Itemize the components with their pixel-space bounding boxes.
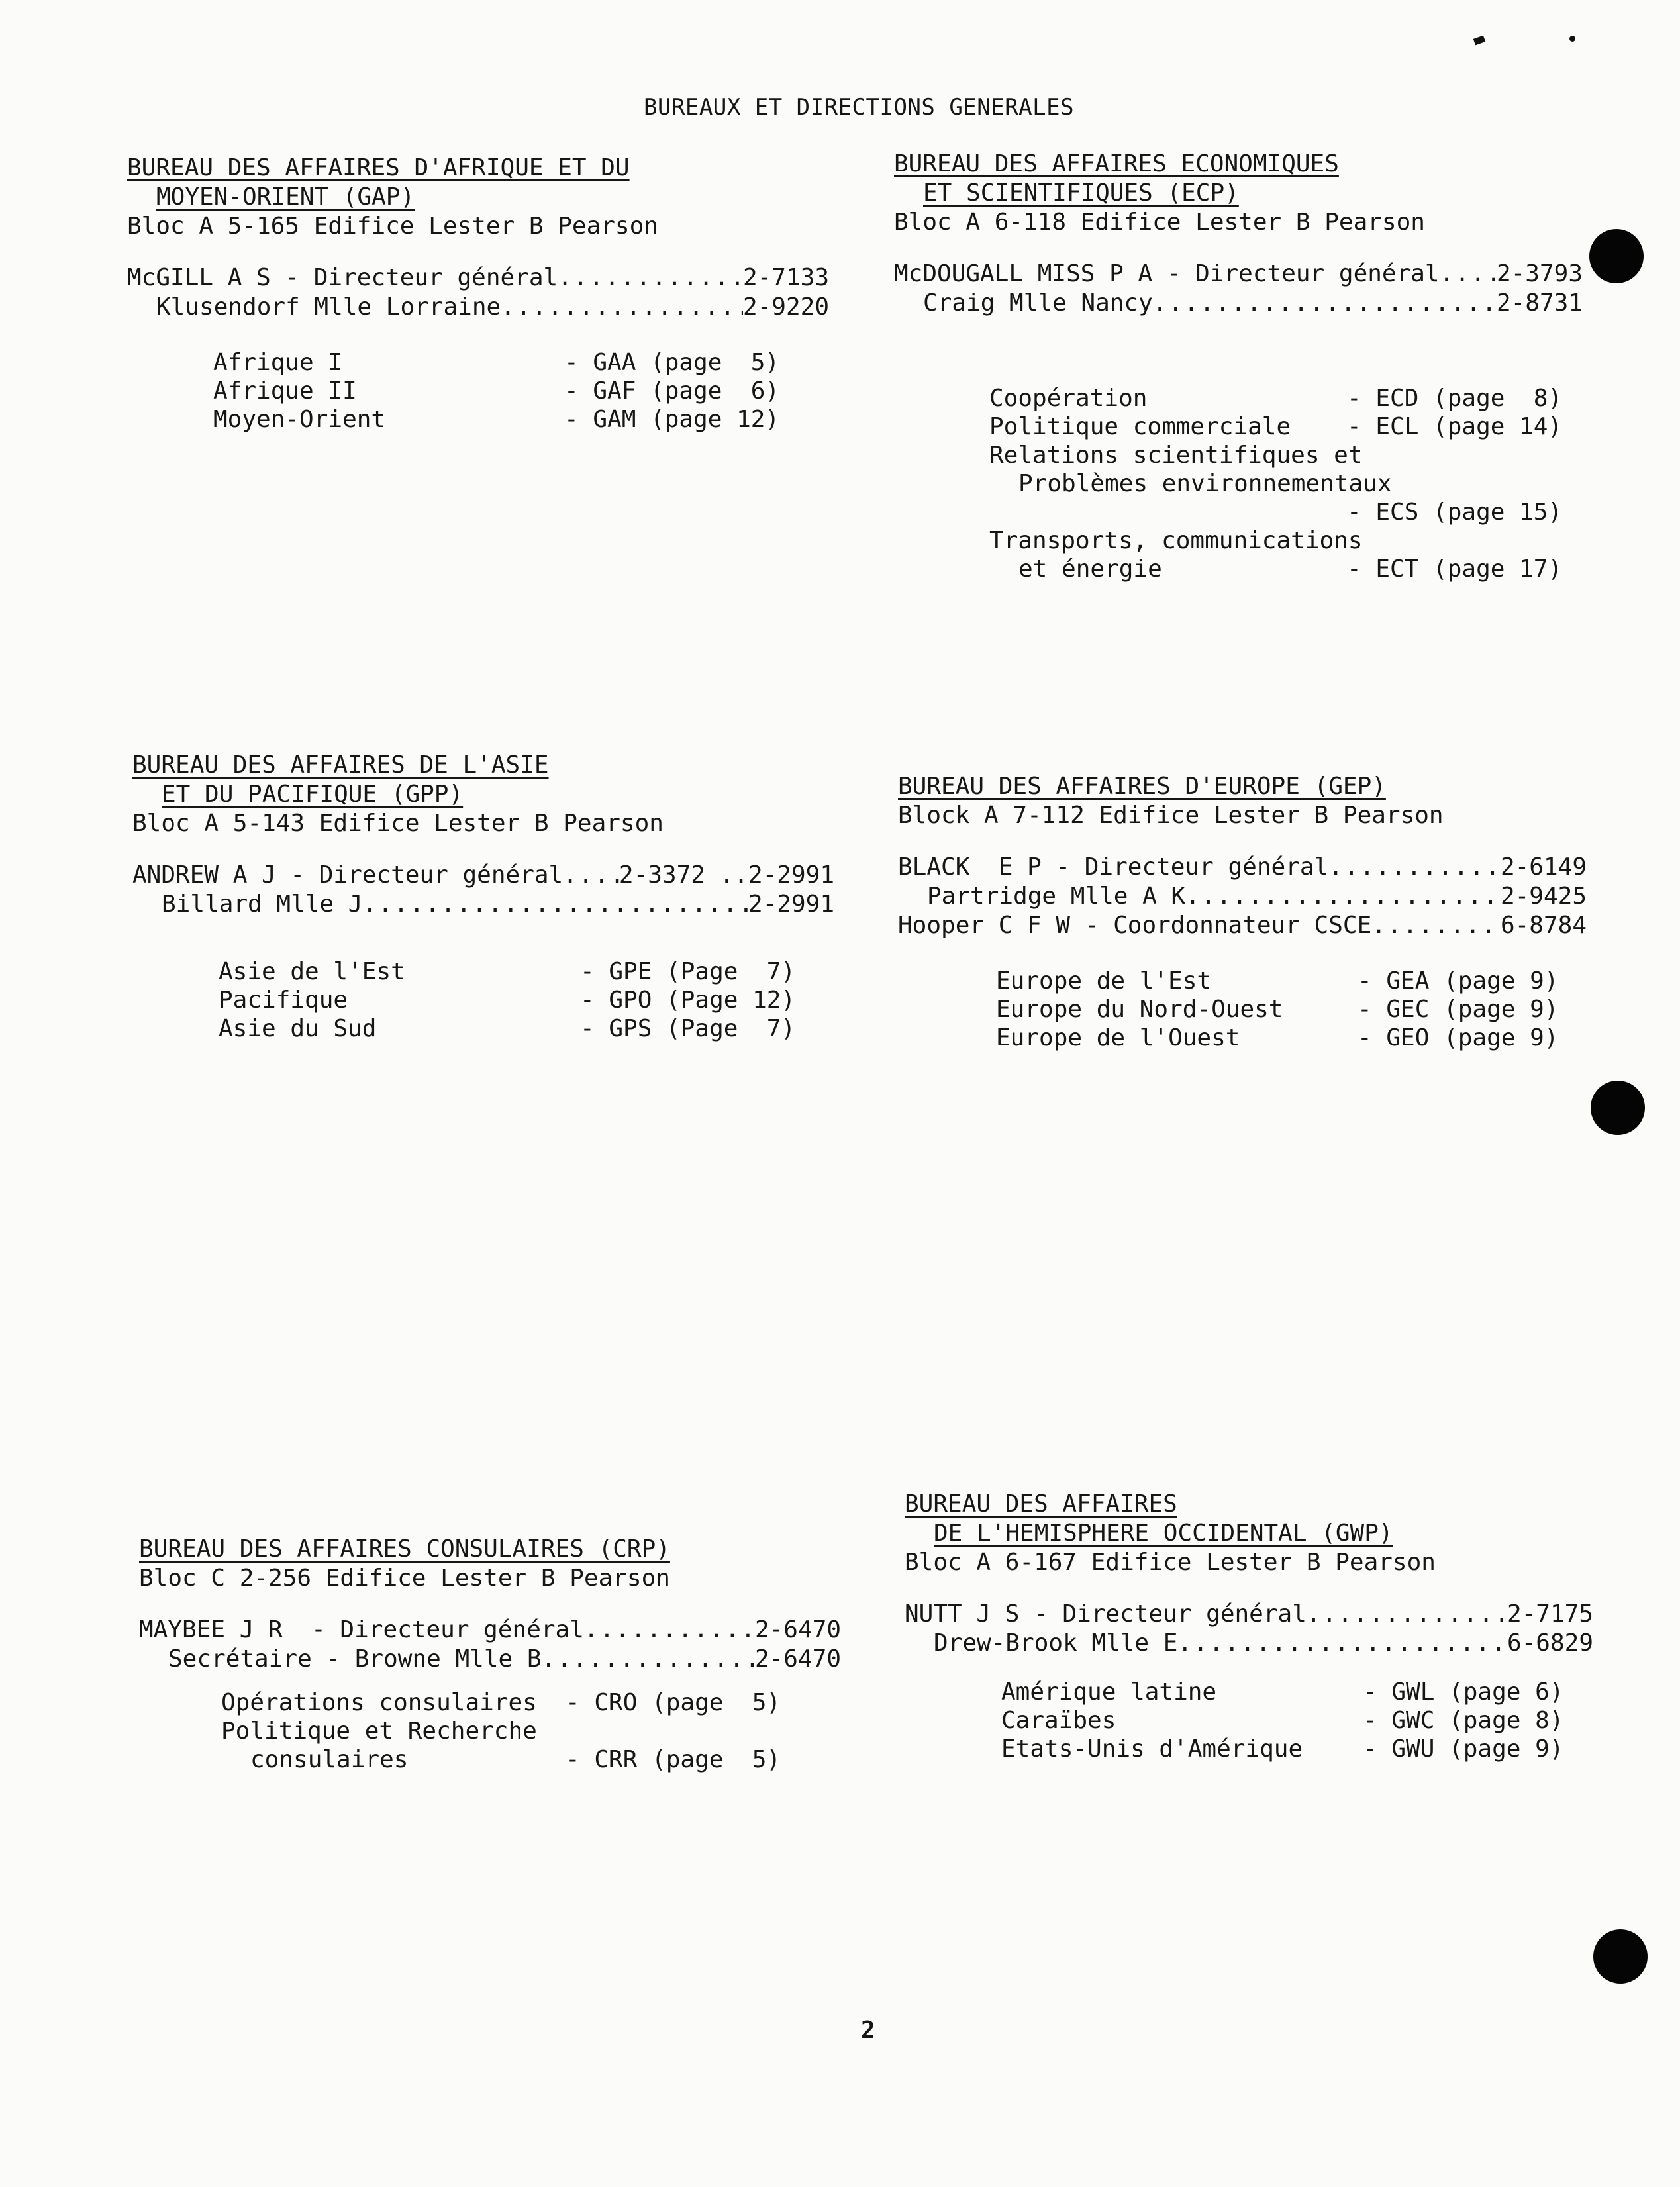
division-name: Afrique I [213,349,343,376]
division-name: Opérations consulaires [221,1689,537,1716]
division-entry [221,1745,841,1774]
division-code: - CRR (page 5) [566,1746,781,1773]
phone-extension: 2-3372 ..2-2991 [618,861,834,889]
bureau-title-line2: ET SCIENTIFIQUES (ECP) [923,179,1239,207]
bureau-gwp [905,1490,1593,1763]
staff-name: Craig Mlle Nancy [923,289,1153,316]
division-name: Caraïbes [1001,1707,1116,1734]
assistant-entry [898,882,1587,911]
director-entry [139,1616,841,1645]
staff-list [139,1616,841,1674]
scan-speck [1473,36,1485,46]
division-entry [1001,1678,1593,1706]
division-name: Relations scientifiques et [989,442,1363,469]
division-entry [989,498,1583,526]
staff-name: Billard Mlle J [162,891,363,918]
staff-name: ANDREW A J - Directeur général [132,861,564,889]
division-list [898,967,1587,1052]
division-name: Moyen-Orient [213,406,386,433]
division-code: - GAA (page 5) [564,349,780,376]
bureau-title-line2: DE L'HEMISPHERE OCCIDENTAL (GWP) [934,1520,1393,1547]
assistant-entry [132,890,834,919]
phone-extension: 2-9425 [1500,883,1587,910]
division-name: Europe du Nord-Ouest [996,996,1283,1023]
division-entry [213,348,829,377]
phone-extension: 2-8731 [1496,289,1583,316]
division-code: - GEA (page 9) [1358,967,1559,995]
staff-name: BLACK E P - Directeur général [898,853,1329,881]
division-name: Coopération [989,385,1148,412]
bureau-title [127,154,829,212]
bureau-title-line1: BUREAU DES AFFAIRES D'EUROPE (GEP) [898,773,1386,800]
bureau-title-line1: BUREAU DES AFFAIRES DE L'ASIE [132,752,549,779]
phone-extension: 2-3793 [1496,260,1583,287]
staff-name: McDOUGALL MISS P A - Directeur général [894,260,1440,287]
division-entry [219,957,834,986]
division-name: Afrique II [213,377,357,405]
division-entry [219,1014,834,1043]
division-code: - GAF (page 6) [564,377,780,405]
dot-leader [1153,289,1497,318]
dot-leader [1328,853,1501,882]
division-entry [989,555,1583,583]
phone-extension: 2-6149 [1500,853,1587,881]
division-entry [996,1024,1587,1052]
bureau-gap [127,154,829,434]
bureau-gep [898,772,1587,1052]
bureau-location: Bloc A 5-143 Edifice Lester B Pearson [132,810,664,837]
phone-extension: 2-6470 [754,1645,841,1673]
page-number: 2 [861,2017,875,2044]
dot-leader [362,890,748,919]
punch-hole [1589,229,1644,283]
director-entry [898,853,1587,882]
dot-leader [501,293,743,322]
division-entry [221,1688,841,1717]
bureau-ecp [894,150,1583,583]
division-entry [989,469,1583,498]
division-name: Etats-Unis d'Amérique [1001,1735,1303,1763]
division-code: - CRO (page 5) [566,1689,781,1716]
staff-name: Drew-Brook Mlle E [934,1629,1178,1657]
phone-extension: 2-7133 [742,264,829,291]
phone-extension: 2-6470 [754,1616,841,1643]
division-entry [989,526,1583,555]
scan-speck [1569,36,1575,42]
dot-leader [1307,1600,1507,1629]
bureau-location: Bloc A 6-167 Edifice Lester B Pearson [905,1549,1436,1576]
bureau-title [132,751,834,809]
bureau-title-line1: BUREAU DES AFFAIRES CONSULAIRES (CRP) [139,1535,670,1563]
division-entry [1001,1735,1593,1763]
dot-leader [542,1645,755,1674]
bureau-title [905,1490,1593,1548]
division-code: - ECS (page 15) [1347,499,1563,526]
division-entry [219,986,834,1014]
assistant-entry [894,289,1583,318]
bureau-gpp [132,751,834,1043]
division-name: Europe de l'Ouest [996,1024,1240,1051]
division-code: - GPO (Page 12) [580,987,796,1014]
division-code: - GAM (page 12) [564,406,780,433]
division-code: - GEC (page 9) [1358,996,1559,1023]
director-entry [127,264,829,293]
staff-list [894,260,1583,318]
coordinator-entry [898,911,1587,940]
assistant-entry [127,293,829,322]
bureau-location: Block A 7-112 Edifice Lester B Pearson [898,802,1444,829]
staff-list [898,853,1587,940]
division-entry [213,377,829,405]
division-entry [213,405,829,434]
division-name: Transports, communications [989,527,1363,554]
division-name: Asie du Sud [219,1015,377,1042]
dot-leader [584,1616,755,1645]
division-entry [221,1717,841,1745]
bureau-title-line1: BUREAU DES AFFAIRES D'AFRIQUE ET DU [127,154,630,181]
division-entry [996,967,1587,995]
phone-extension: 2-9220 [742,293,829,320]
bureau-title-line2: MOYEN-ORIENT (GAP) [156,183,415,211]
division-code: - ECL (page 14) [1347,413,1563,440]
bureau-location: Bloc A 5-165 Edifice Lester B Pearson [127,213,658,240]
bureau-title-line1: BUREAU DES AFFAIRES ECONOMIQUES [894,150,1339,177]
phone-extension: 2-7175 [1507,1600,1593,1628]
bureau-title-line2: ET DU PACIFIQUE (GPP) [162,781,464,808]
phone-extension: 6-6829 [1507,1629,1593,1657]
punch-hole [1593,1929,1648,1984]
division-list [139,1688,841,1774]
division-name: Pacifique [219,987,348,1014]
dot-leader [563,861,619,890]
division-list [127,348,829,434]
division-entry [1001,1706,1593,1735]
bureau-title [898,772,1587,801]
division-entry [996,995,1587,1024]
staff-name: Hooper C F W - Coordonnateur CSCE [898,912,1372,939]
staff-list [132,861,834,919]
staff-name: Secrétaire - Browne Mlle B [168,1645,542,1673]
dot-leader [1177,1629,1507,1658]
phone-extension: 6-8784 [1500,912,1587,939]
division-code: - ECT (page 17) [1347,556,1563,583]
division-code: - GPS (Page 7) [580,1015,796,1042]
division-name-continued: Problèmes environnementaux [1018,470,1392,497]
bureau-title [139,1535,841,1564]
punch-hole [1591,1081,1645,1135]
staff-name: Klusendorf Mlle Lorraine [156,293,501,320]
bureau-location: Bloc C 2-256 Edifice Lester B Pearson [139,1565,670,1592]
division-name: Politique commerciale [989,413,1291,440]
division-list [132,957,834,1043]
division-code: - GEO (page 9) [1358,1024,1559,1051]
division-entry [989,413,1583,441]
division-list [894,384,1583,583]
division-code: - GWU (page 9) [1363,1735,1564,1763]
dot-leader [1440,260,1497,289]
division-name-continued: et énergie [1018,556,1162,583]
division-name: Europe de l'Est [996,967,1212,995]
bureau-location: Bloc A 6-118 Edifice Lester B Pearson [894,209,1425,236]
division-code: - GWL (page 6) [1363,1678,1564,1706]
director-entry [132,861,834,890]
director-entry [905,1600,1593,1629]
dot-leader [1371,911,1501,940]
dot-leader [558,264,743,293]
staff-name: McGILL A S - Directeur général [127,264,558,291]
division-name-continued: consulaires [250,1746,409,1773]
bureau-crp [139,1535,841,1774]
page-title: BUREAUX ET DIRECTIONS GENERALES [644,94,1075,121]
staff-name: NUTT J S - Directeur général [905,1600,1307,1628]
division-name: Amérique latine [1001,1678,1217,1706]
phone-extension: 2-2991 [748,891,834,918]
division-list [905,1678,1593,1763]
division-code: - GWC (page 8) [1363,1707,1564,1734]
assistant-entry [905,1629,1593,1658]
bureau-title-line1: BUREAU DES AFFAIRES [905,1490,1177,1518]
division-name: Asie de l'Est [219,958,405,985]
bureau-title [894,150,1583,208]
staff-name: Partridge Mlle A K [927,883,1186,910]
division-name: Politique et Recherche [221,1718,537,1745]
staff-list [127,264,829,322]
division-entry [989,441,1583,469]
staff-list [905,1600,1593,1658]
division-code: - ECD (page 8) [1347,385,1563,412]
director-entry [894,260,1583,289]
division-entry [989,384,1583,413]
secretary-entry [139,1645,841,1674]
staff-name: MAYBEE J R - Directeur général [139,1616,584,1643]
dot-leader [1185,882,1501,911]
division-code: - GPE (Page 7) [580,958,796,985]
